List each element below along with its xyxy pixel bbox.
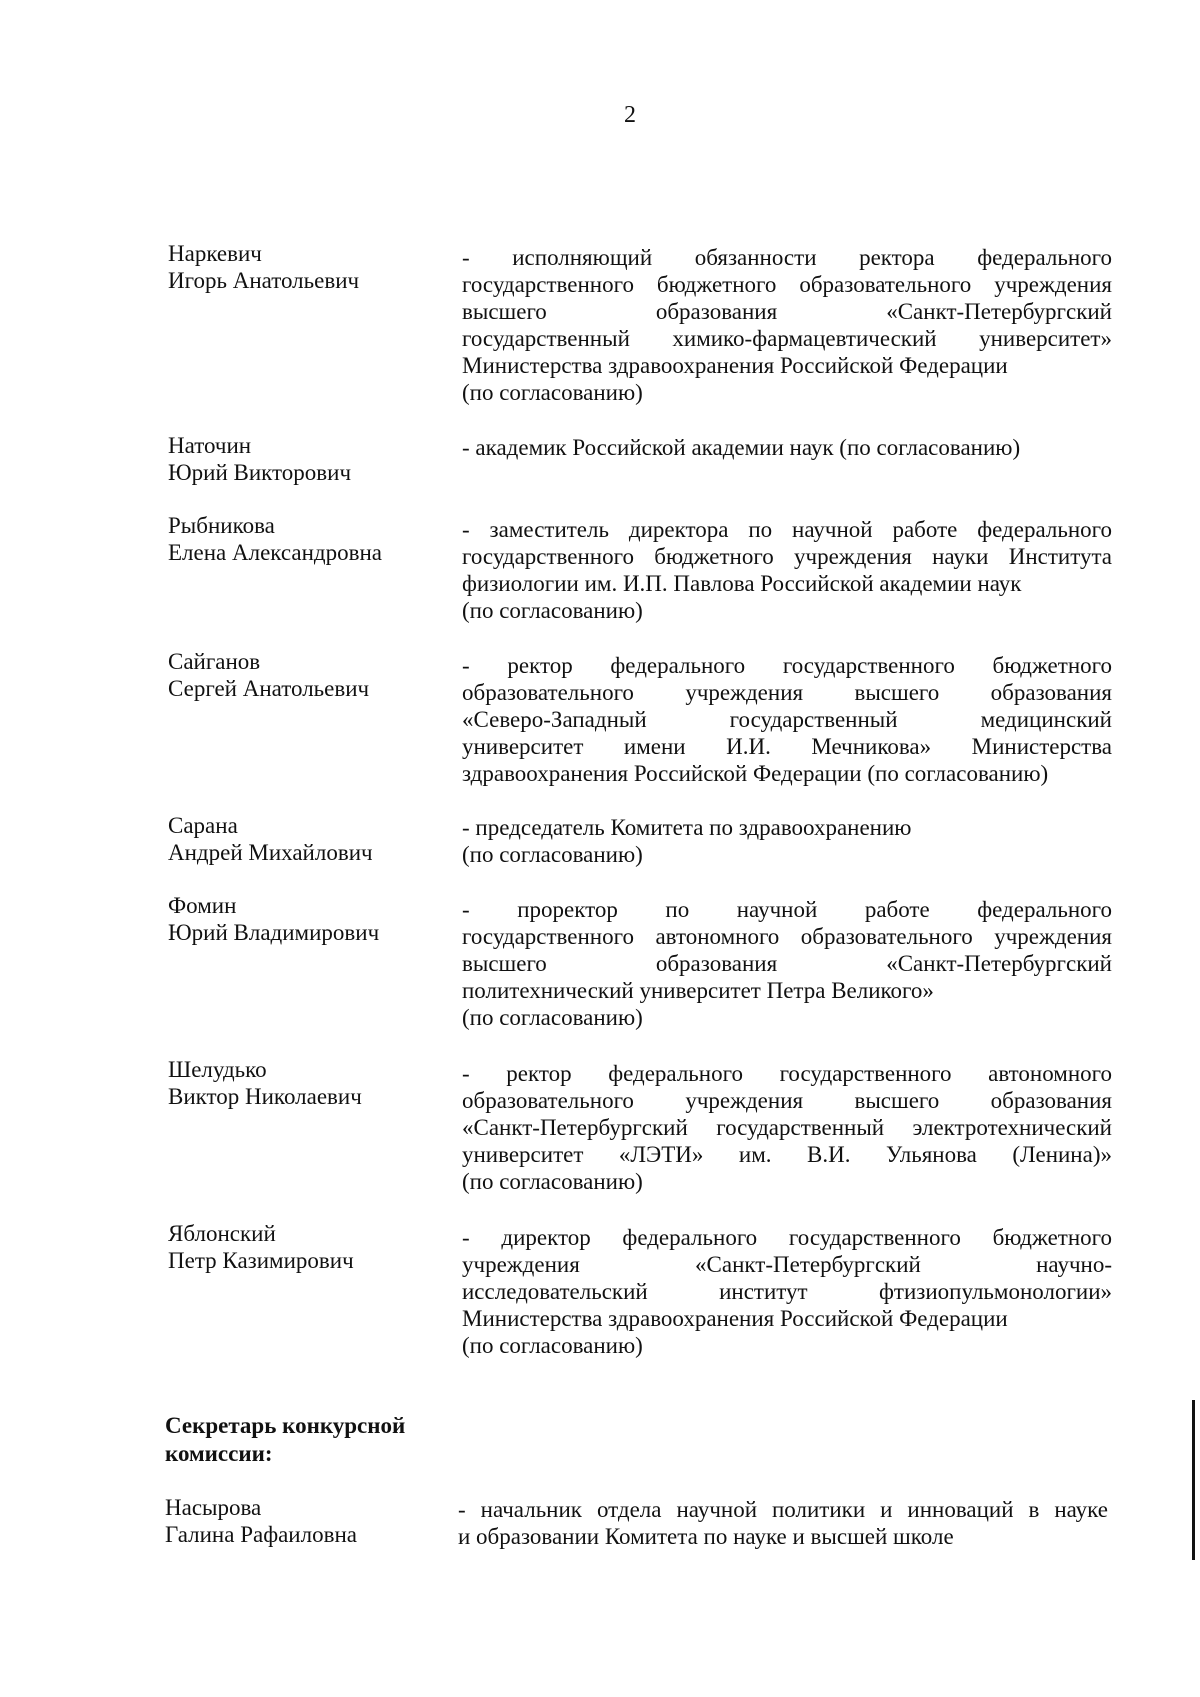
member-surname: Шелудько	[168, 1057, 267, 1082]
description-line: и образовании Комитета по науке и высшей школе	[458, 1524, 954, 1549]
description-line: - директор федерального государственного бюджетного	[462, 1225, 1112, 1250]
member-name	[168, 432, 428, 486]
secretary-heading	[165, 1412, 465, 1468]
member-given-names: Игорь Анатольевич	[168, 268, 360, 293]
member-description	[462, 1224, 1112, 1359]
member-name	[168, 512, 428, 566]
description-line: (по согласованию)	[462, 380, 643, 405]
member-given-names: Юрий Владимирович	[168, 920, 380, 945]
member-surname: Сайганов	[168, 649, 261, 674]
description-line: (по согласованию)	[462, 1333, 643, 1358]
member-name	[168, 1220, 428, 1274]
description-line: Министерства здравоохранения Российской Федерации	[462, 1306, 1008, 1331]
description-line: высшего образования «Санкт-Петербургский	[462, 299, 1112, 324]
member-surname: Фомин	[168, 893, 237, 918]
description-line: - исполняющий обязанности ректора федерального	[462, 245, 1112, 270]
member-description	[462, 1060, 1112, 1195]
secretary-heading-line: Секретарь конкурсной	[165, 1413, 406, 1438]
description-line: - академик Российской академии наук (по согласованию)	[462, 435, 1021, 460]
description-line: - заместитель директора по научной работе федерального	[462, 517, 1112, 542]
member-description	[462, 896, 1112, 1031]
member-surname: Рыбникова	[168, 513, 275, 538]
description-line: учреждения «Санкт-Петербургский научно-	[462, 1252, 1112, 1277]
member-surname: Наркевич	[168, 241, 262, 266]
member-description	[462, 244, 1112, 406]
member-given-names: Виктор Николаевич	[168, 1084, 362, 1109]
description-line: образовательного учреждения высшего образования	[462, 1088, 1112, 1113]
description-line: Министерства здравоохранения Российской Федерации	[462, 353, 1008, 378]
description-line: государственного бюджетного образовательного учреждения	[462, 272, 1112, 297]
member-surname: Яблонский	[168, 1221, 276, 1246]
page-number: 2	[624, 102, 636, 128]
member-name	[168, 892, 428, 946]
member-name	[168, 648, 428, 702]
secretary-given-names: Галина Рафаиловна	[165, 1522, 357, 1547]
member-given-names: Андрей Михайлович	[168, 840, 373, 865]
description-line: «Санкт-Петербургский государственный электротехнический	[462, 1115, 1112, 1140]
secretary-surname: Насырова	[165, 1495, 262, 1520]
description-line: «Северо-Западный государственный медицинский	[462, 707, 1112, 732]
description-line: физиологии им. И.П. Павлова Российской академии наук	[462, 571, 1022, 596]
description-line: - начальник отдела научной политики и инноваций в науке	[458, 1497, 1108, 1522]
member-description	[462, 434, 1112, 461]
description-line: высшего образования «Санкт-Петербургский	[462, 951, 1112, 976]
member-surname: Сарана	[168, 813, 238, 838]
description-line: (по согласованию)	[462, 842, 643, 867]
description-line: - ректор федерального государственного автономного	[462, 1061, 1112, 1086]
description-line: - председатель Комитета по здравоохранению	[462, 815, 912, 840]
member-name	[168, 1056, 428, 1110]
description-line: - ректор федерального государственного бюджетного	[462, 653, 1112, 678]
description-line: (по согласованию)	[462, 1005, 643, 1030]
description-line: (по согласованию)	[462, 598, 643, 623]
scan-edge-line	[1192, 1400, 1195, 1560]
secretary-description	[458, 1496, 1108, 1550]
description-line: исследовательский институт фтизиопульмонологии»	[462, 1279, 1112, 1304]
member-description	[462, 652, 1112, 787]
description-line: (по согласованию)	[462, 1169, 643, 1194]
description-line: государственного бюджетного учреждения науки Института	[462, 544, 1112, 569]
description-line: - проректор по научной работе федерального	[462, 897, 1112, 922]
description-line: университет «ЛЭТИ» им. В.И. Ульянова (Ленина)»	[462, 1142, 1112, 1167]
secretary-heading-line: комиссии:	[165, 1441, 273, 1466]
description-line: политехнический университет Петра Великого»	[462, 978, 934, 1003]
member-surname: Наточин	[168, 433, 252, 458]
member-name	[168, 812, 428, 866]
secretary-name	[165, 1494, 425, 1548]
member-given-names: Елена Александровна	[168, 540, 382, 565]
description-line: государственного автономного образовательного учреждения	[462, 924, 1112, 949]
member-given-names: Юрий Викторович	[168, 460, 352, 485]
description-line: государственный химико-фармацевтический университет»	[462, 326, 1112, 351]
member-given-names: Петр Казимирович	[168, 1248, 354, 1273]
description-line: здравоохранения Российской Федерации (по согласованию)	[462, 761, 1049, 786]
member-given-names: Сергей Анатольевич	[168, 676, 370, 701]
description-line: университет имени И.И. Мечникова» Министерства	[462, 734, 1112, 759]
member-description	[462, 516, 1112, 624]
member-description	[462, 814, 1112, 868]
description-line: образовательного учреждения высшего образования	[462, 680, 1112, 705]
member-name	[168, 240, 428, 294]
